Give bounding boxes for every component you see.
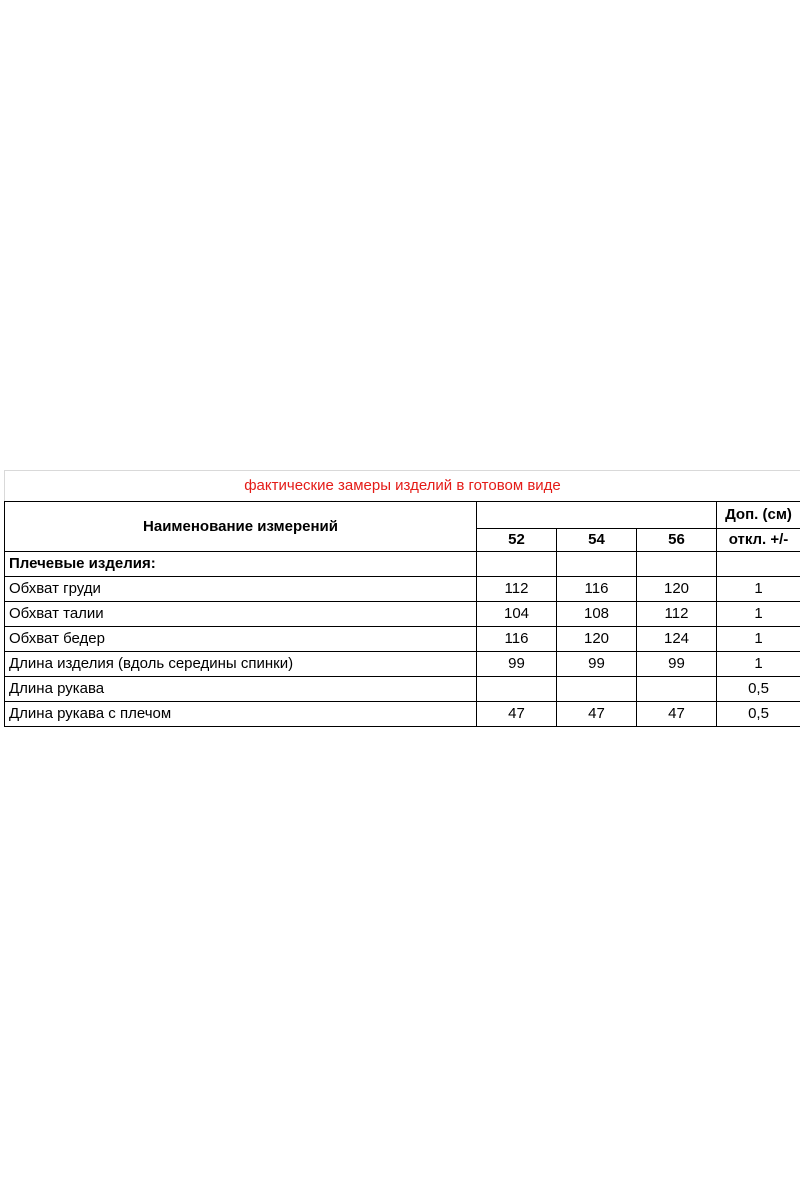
row-value-52: 99 — [477, 652, 557, 677]
row-value-52: 112 — [477, 577, 557, 602]
section-empty-56 — [637, 552, 717, 577]
row-value-56: 99 — [637, 652, 717, 677]
table-row — [5, 652, 800, 677]
row-value-52 — [477, 677, 557, 702]
row-name: Длина изделия (вдоль середины спинки) — [5, 652, 477, 677]
table-row — [5, 677, 800, 702]
section-empty-54 — [557, 552, 637, 577]
header-size-56: 56 — [637, 529, 717, 552]
header-tolerance-line1: Доп. (см) — [717, 502, 800, 529]
header-row-1 — [5, 502, 800, 529]
section-row — [5, 552, 800, 577]
row-value-52: 116 — [477, 627, 557, 652]
row-tolerance: 0,5 — [717, 702, 800, 727]
header-size-52: 52 — [477, 529, 557, 552]
row-tolerance: 1 — [717, 652, 800, 677]
row-value-54: 116 — [557, 577, 637, 602]
row-value-52: 47 — [477, 702, 557, 727]
row-value-56: 112 — [637, 602, 717, 627]
row-name: Длина рукава — [5, 677, 477, 702]
table-row — [5, 602, 800, 627]
table-row — [5, 627, 800, 652]
section-label: Плечевые изделия: — [5, 552, 477, 577]
header-tolerance-line2: откл. +/- — [717, 529, 800, 552]
row-value-54 — [557, 677, 637, 702]
row-value-56: 120 — [637, 577, 717, 602]
row-tolerance: 0,5 — [717, 677, 800, 702]
row-value-54: 120 — [557, 627, 637, 652]
section-empty-52 — [477, 552, 557, 577]
row-value-52: 104 — [477, 602, 557, 627]
row-value-56: 47 — [637, 702, 717, 727]
row-tolerance: 1 — [717, 627, 800, 652]
row-name: Обхват бедер — [5, 627, 477, 652]
header-sizes-group — [477, 502, 717, 529]
row-name: Обхват груди — [5, 577, 477, 602]
row-tolerance: 1 — [717, 577, 800, 602]
row-name: Длина рукава с плечом — [5, 702, 477, 727]
header-name-cell: Наименование измерений — [5, 502, 477, 552]
row-value-54: 47 — [557, 702, 637, 727]
section-empty-tol — [717, 552, 800, 577]
row-value-56: 124 — [637, 627, 717, 652]
measurements-sheet — [4, 470, 800, 727]
header-size-54: 54 — [557, 529, 637, 552]
table-row — [5, 577, 800, 602]
row-value-56 — [637, 677, 717, 702]
measurements-table — [4, 470, 800, 727]
table-row — [5, 702, 800, 727]
row-tolerance: 1 — [717, 602, 800, 627]
table-title: фактические замеры изделий в готовом виде — [5, 471, 800, 502]
row-name: Обхват талии — [5, 602, 477, 627]
title-row — [5, 471, 800, 502]
row-value-54: 108 — [557, 602, 637, 627]
row-value-54: 99 — [557, 652, 637, 677]
